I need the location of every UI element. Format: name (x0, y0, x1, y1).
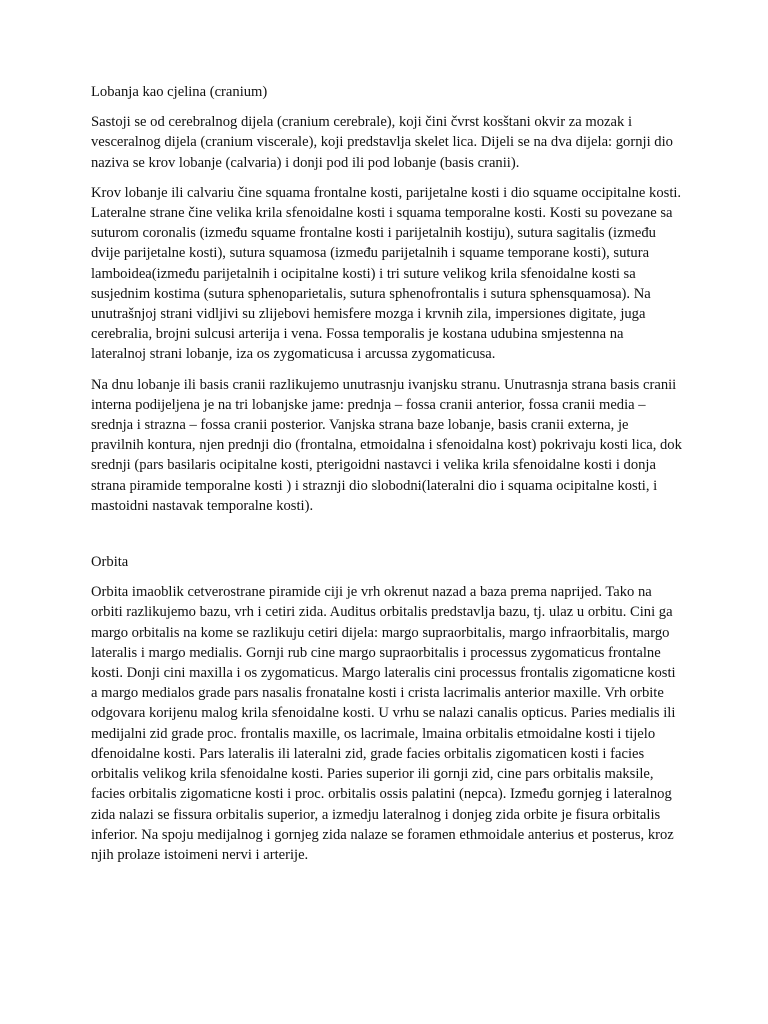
section-heading-cranium: Lobanja kao cjelina (cranium) (91, 84, 268, 100)
paragraph-calvaria: Krov lobanje ili calvariu čine squama frontalne kosti, parijetalne kosti i dio squame occipitalne kosti. Lateralne strane čine velika krila sfenoidalne kosti i squama temporalne kosti. Kosti su povezane sa suturom coronalis (između squame frontalne kosti i parijetalnih kostiju), sutura sagitalis (između dvije parijetalne kosti), sutura squamosa (između parijetalnih i squame temporane kosti), sutura lamboidea(između parijetalnih i ocipitalne kosti) i tri suture velikog krila sfenoidalne kosti sa susjednim kostima (sutura sphenoparietalis, sutura sphenofrontalis i sutura sphensquamosa). Na unutrašnjoj strani vidljivi su zlijebovi hemisfere mozga i krvnih zila, impersiones digitate, juga cerebralia, brojni sulcusi arterija i vena. Fossa temporalis je kostana udubina smjestenna na lateralnoj strani lobanje, iza os zygomaticusa i arcussa zygomaticusa. (91, 184, 682, 363)
paragraph-cranium-intro: Sastoji se od cerebralnog dijela (cranium cerebrale), koji čini čvrst kosštani okvir za mozak i vesceralnog dijela (cranium viscerale), koji predstavlja skelet lica. Dijeli se na dva dijela: gornji dio naziva se krov lobanje (calvaria) i donji pod ili pod lobanje (basis cranii). (91, 114, 673, 171)
paragraph-basis-cranii: Na dnu lobanje ili basis cranii razlikujemo unutrasnju ivanjsku stranu. Unutrasnja strana basis cranii interna podijeljena je na tri lobanjske jame: prednja – fossa cranii anterior, fossa cranii media – srednja i strazna – fossa cranii posterior. Vanjska strana baze lobanje, basis cranii externa, je pravilnih kontura, njen prednji dio (frontalna, etmoidalna i sfenoidalna kost) pokrivaju kosti lica, dok srednji (pars basilaris ocipitalne kosti, pterigoidni nastavci i velika krila sfenoidalne kosti i donja strana piramide temporalne kosti ) i straznji dio slobodni(lateralni dio i squama ocipitalne kosti, i mastoidni nastavak temporalne kosti). (91, 376, 682, 514)
section-heading-orbita: Orbita (91, 554, 129, 571)
paragraph-orbita: Orbita imaoblik cetverostrane piramide ciji je vrh okrenut nazad a baza prema naprijed. Tako na orbiti razlikujemo bazu, vrh i cetiri zida. Auditus orbitalis predstavlja bazu, tj. ulaz u orbitu. Cini ga margo orbitalis na kome se razlikuju cetiri dijela: margo supraorbitalis, margo infraorbitalis, margo lateralis i margo medialis. Gornji rub cine margo supraorbitalis i processus zygomaticus frontalne kosti. Donji cini maxilla i os zygomaticus. Margo lateralis cini processus frontalis zigomaticne kosti a margo medialos grade pars nasalis fronatalne kosti i crista lacrimalis anterior maxille. Vrh orbite odgovara korijenu malog krila sfenoidalne kosti. U vrhu se nalazi canalis opticus. Paries medialis ili medijalni zid grade proc. frontalis maxille, os lacrimale, lmaina orbitalis etmoidalne kosti i tijelo dfenoidalne kosti. Pars lateralis ili lateralni zid, grade facies orbitalis zigomaticen kosti i facies orbitalis velikog krila sfenoidalne kosti. Paries superior ili gornji zid, cine pars orbitalis maksile, facies orbitalis zigomaticne kosti i proc. orbitalis ossis palatini (nepca). Između gornjeg i lateralnog zida nalazi se fissura orbitalis superior, a izmedju lateralnog i donjeg zida orbite je fisura orbitalis inferior. Na spoju medijalnog i gornjeg zida nalaze se foramen ethmoidale anterius et posterus, kroz njih prolaze istoimeni nervi i arterije. (91, 584, 676, 863)
